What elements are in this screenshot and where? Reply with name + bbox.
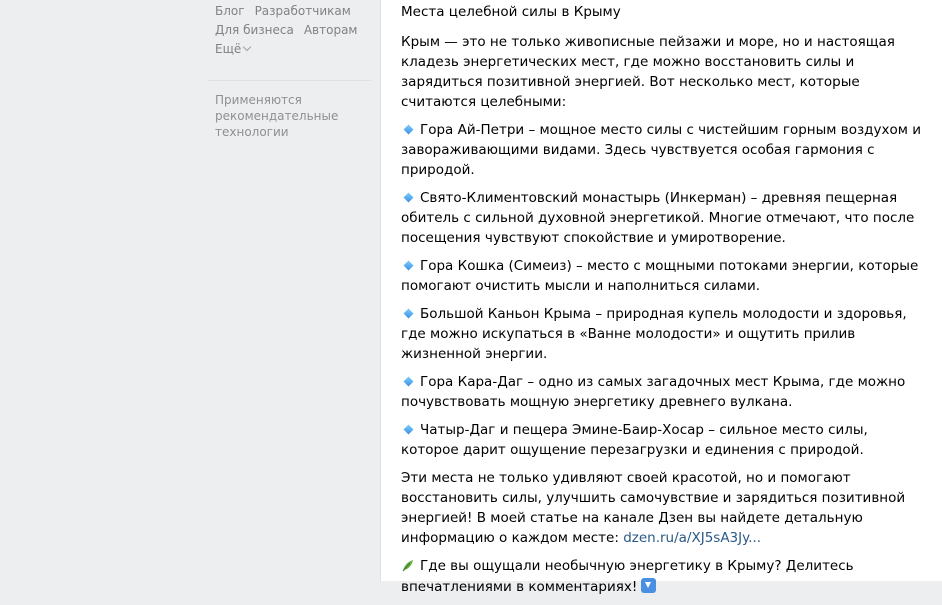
nav-link-developers[interactable]: Разработчикам xyxy=(254,4,351,18)
list-item xyxy=(401,420,929,460)
list-item-text: Гора Ай-Петри – мощное место силы с чистейшим горным воздухом и завораживающими видами. Здесь чувствуется особая гармония с природой. xyxy=(401,122,921,178)
post-question-text: Где вы ощущали необычную энергетику в Крыму? Делитесь впечатлениями в комментариях! xyxy=(401,558,854,595)
list-item xyxy=(401,120,929,180)
nav-row-3 xyxy=(215,42,365,61)
nav-more-label: Ещё xyxy=(215,42,242,56)
list-item-text: Свято-Климентовский монастырь (Инкерман) – древняя пещерная обитель с сильной духовной энергетикой. Многие отмечают, что после посещения чувствуют спокойствие и умиротворение. xyxy=(401,190,915,246)
post-question xyxy=(401,556,929,597)
list-item xyxy=(401,372,929,412)
nav-row-2 xyxy=(215,23,365,42)
down-arrow-icon xyxy=(641,578,656,593)
nav-link-business[interactable]: Для бизнеса xyxy=(215,23,294,37)
nav-link-authors[interactable]: Авторам xyxy=(303,23,358,37)
blue-diamond-icon xyxy=(404,261,414,271)
blue-diamond-icon xyxy=(404,125,414,135)
list-item xyxy=(401,188,929,248)
blue-diamond-icon xyxy=(404,309,414,319)
list-item-text: Чатыр-Даг и пещера Эмине-Баир-Хосар – сильное место силы, которое дарит ощущение перезагрузки и единения с природой. xyxy=(401,422,868,458)
post-title: Места целебной силы в Крыму xyxy=(401,4,621,20)
post-outro-text: Эти места не только удивляют своей красотой, но и помогают восстановить силы, улучшить самочувствие и зарядиться позитивной энергией! В моей статье на канале Дзен вы найдете детальную информацию о каждом месте: xyxy=(401,470,906,546)
herb-icon xyxy=(401,558,415,572)
nav-link-blog[interactable]: Блог xyxy=(215,4,245,18)
recommendation-notice[interactable]: Применяются рекомендательные технологии xyxy=(215,93,339,139)
chevron-down-icon xyxy=(243,43,251,51)
post-outro xyxy=(401,468,929,548)
blue-diamond-icon xyxy=(404,193,414,203)
list-item-text: Гора Кара-Даг – одно из самых загадочных мест Крыма, где можно почувствовать мощную энергетику древнего вулкана. xyxy=(401,374,906,410)
blue-diamond-icon xyxy=(404,377,414,387)
nav-more-button[interactable] xyxy=(215,42,250,56)
post-intro: Крым — это не только живописные пейзажи и море, но и настоящая кладезь энергетических мест, где можно восстановить силы и зарядиться позитивной энергией. Вот несколько мест, которые считаются целебными: xyxy=(401,34,895,110)
list-item xyxy=(401,256,929,296)
blue-diamond-icon xyxy=(404,425,414,435)
left-nav xyxy=(215,4,365,140)
left-nav-divider xyxy=(208,80,371,81)
post-body xyxy=(401,2,929,605)
list-item xyxy=(401,304,929,364)
dzen-article-link[interactable]: dzen.ru/a/XJ5sA3Jy... xyxy=(623,530,762,546)
nav-row-1 xyxy=(215,4,365,23)
list-item-text: Гора Кошка (Симеиз) – место с мощными потоками энергии, которые помогают очистить мысли и наполниться силами. xyxy=(401,258,919,294)
list-item-text: Большой Каньон Крыма – природная купель молодости и здоровья, где можно искупаться в «Ванне молодости» и ощутить прилив жизненной энергии. xyxy=(401,306,907,362)
post-card xyxy=(380,0,942,595)
